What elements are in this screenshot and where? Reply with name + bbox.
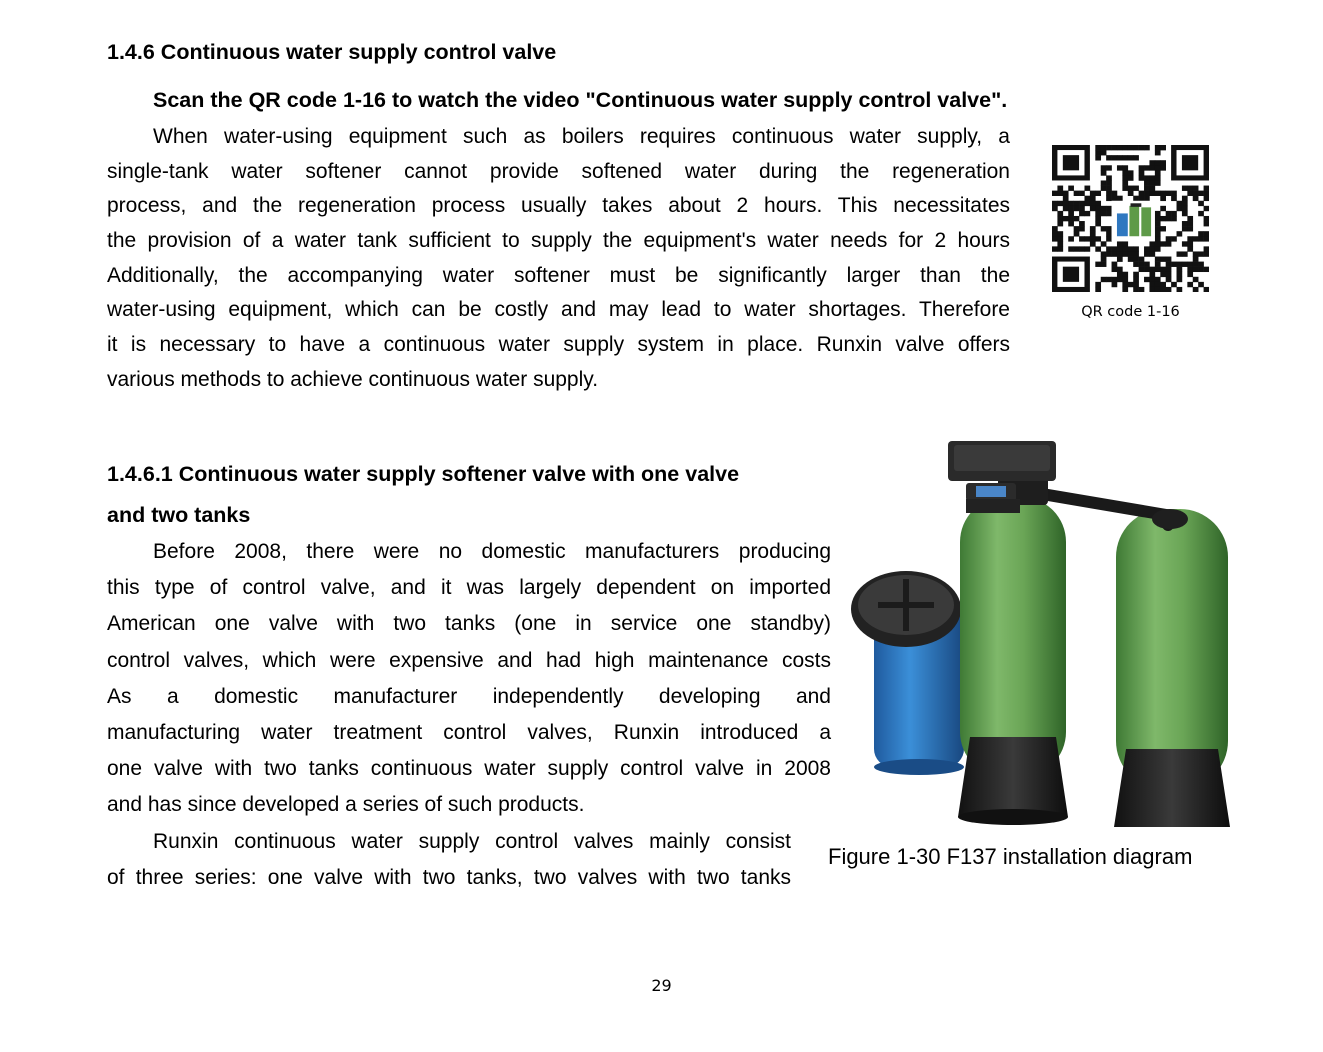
- paragraph-line: single-tank water softener cannot provide softened water during the regeneration: [107, 159, 1010, 183]
- paragraph-line: Before 2008, there were no domestic manufacturers producing: [153, 540, 831, 563]
- qr-thumb-valve: [1131, 203, 1142, 207]
- paragraph-line: it is necessary to have a continuous water supply system in place. Runxin valve offers: [107, 333, 1010, 357]
- history-paragraph: [107, 534, 831, 824]
- subsection-heading-line: 1.4.6.1 Continuous water supply softener valve with one valve: [107, 462, 740, 486]
- qr-thumb-tank: [1141, 207, 1151, 236]
- brine-tank: [851, 571, 964, 775]
- left-resin-tank: [958, 497, 1068, 825]
- softener-illustration: [848, 437, 1233, 829]
- paragraph-line: As a domestic manufacturer independently developing and: [107, 684, 831, 708]
- right-resin-tank: [1114, 509, 1230, 827]
- paragraph-line: When water-using equipment such as boilers requires continuous water supply, a: [153, 125, 1010, 148]
- paragraph-line: this type of control valve, and it was largely dependent on imported: [107, 576, 831, 600]
- series-paragraph: [107, 824, 791, 895]
- paragraph-line: American one valve with two tanks (one in service one standby): [107, 612, 831, 636]
- paragraph-line: Additionally, the accompanying water softener must be significantly larger than the: [107, 263, 1010, 287]
- qr-thumb-brine: [1117, 213, 1128, 236]
- intro-paragraph: [107, 120, 1010, 398]
- paragraph-line: the provision of a water tank sufficient to supply the equipment's water needs for 2 hours: [107, 229, 1010, 253]
- qr-thumb-tank: [1129, 206, 1139, 236]
- subsection-heading: [107, 454, 827, 536]
- qr-scan-note: Scan the QR code 1-16 to watch the video "Continuous water supply control valve".: [153, 88, 1008, 112]
- paragraph-line: Runxin continuous water supply control valves mainly consist: [153, 830, 791, 853]
- f137-installation-figure: [848, 437, 1233, 829]
- figure-caption: Figure 1-30 F137 installation diagram: [828, 844, 1193, 869]
- paragraph-line: manufacturing water treatment control valves, Runxin introduced a: [107, 720, 831, 744]
- paragraph-line: one valve with two tanks continuous water supply control valve in 2008: [107, 757, 831, 781]
- qr-caption: QR code 1-16: [1081, 304, 1180, 320]
- paragraph-line: process, and the regeneration process usually takes about 2 hours. This necessitates: [107, 194, 1010, 218]
- paragraph-line: of three series: one valve with two tanks, two valves with two tanks: [107, 865, 791, 889]
- qr-code[interactable]: [1052, 145, 1209, 292]
- qr-code-graphic: [1052, 145, 1209, 292]
- paragraph-line: water-using equipment, which can be costly and may lead to water shortages. Therefore: [107, 298, 1010, 322]
- paragraph-line: and has since developed a series of such products.: [107, 793, 585, 817]
- section-heading: 1.4.6 Continuous water supply control valve: [107, 40, 557, 64]
- control-valve: [948, 441, 1056, 513]
- subsection-heading-line: and two tanks: [107, 503, 251, 527]
- page-number: 29: [651, 976, 672, 995]
- paragraph-line: various methods to achieve continuous water supply.: [107, 367, 599, 391]
- paragraph-line: control valves, which were expensive and had high maintenance costs: [107, 648, 831, 672]
